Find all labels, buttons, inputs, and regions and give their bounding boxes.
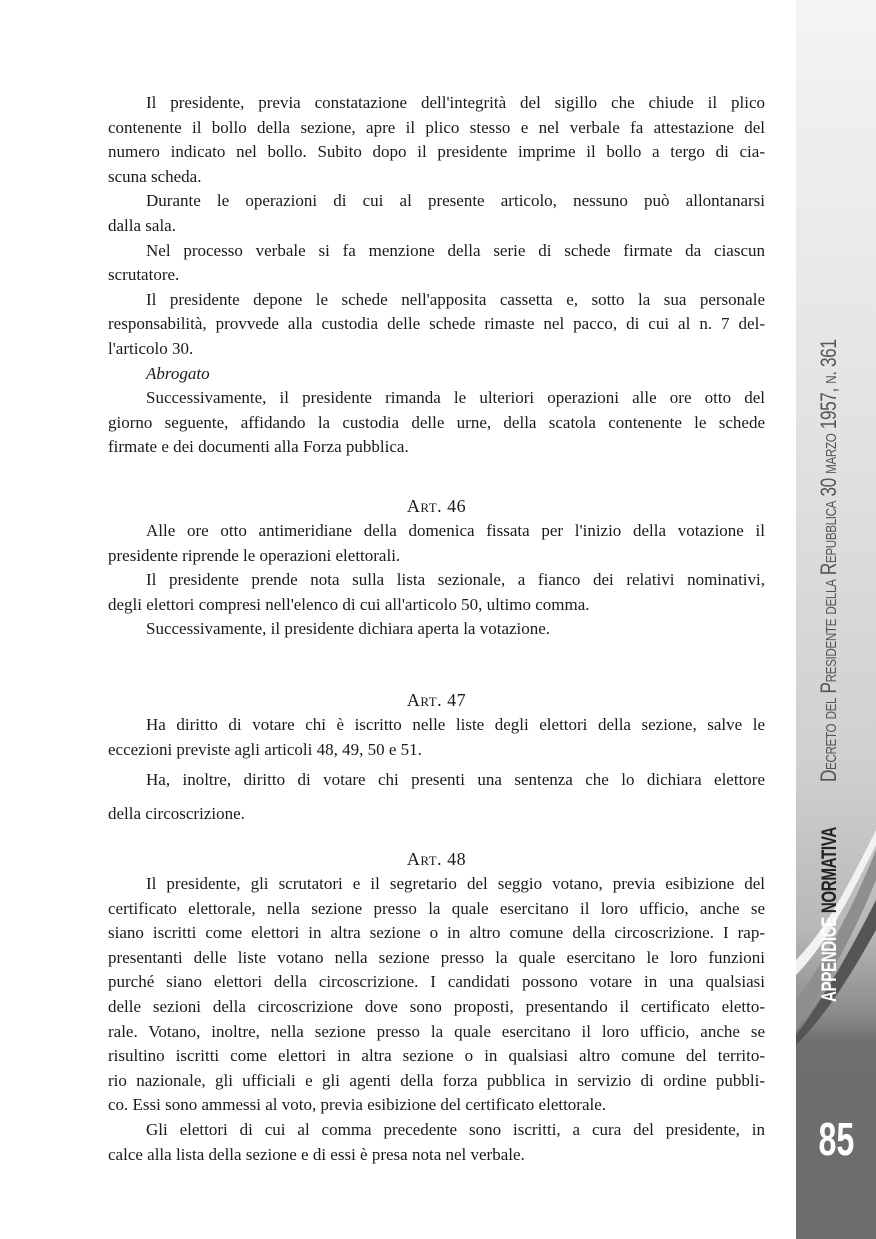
text-line: rale. Votano, inoltre, nella sezione presso la quale esercitano il loro ufficio, anche se	[108, 1021, 765, 1041]
text-line: purché siano elettori della circoscrizione. I candidati possono votare in una qualsiasi	[108, 972, 765, 992]
text-line: Alle ore otto antimeridiane della domenica fissata per l'inizio della votazione il	[146, 521, 765, 540]
text-line: presidente riprende le operazioni elettorali.	[108, 545, 401, 565]
text-line: responsabilità, provvede alla custodia delle schede rimaste nel pacco, di cui al n. 7 del-	[108, 314, 765, 334]
text-line: Ha diritto di votare chi è iscritto nelle liste degli elettori della sezione, salve le	[146, 715, 765, 734]
text-line: della circoscrizione.	[108, 803, 245, 823]
text-line: siano iscritti come elettori in altra sezione o in altro comune della circoscrizione. I rap-	[108, 923, 765, 943]
text-line: Successivamente, il presidente rimanda le ulteriori operazioni alle ore otto del	[146, 388, 765, 408]
text-line: Durante le operazioni di cui al presente articolo, nessuno può allontanarsi	[146, 191, 765, 211]
paragraph	[108, 617, 765, 642]
text-line: Abrogato	[146, 363, 210, 383]
section-label	[818, 827, 842, 1002]
paragraph	[108, 288, 765, 362]
text-line: scuna scheda.	[108, 166, 202, 186]
paragraph	[108, 519, 765, 568]
text-line: certificato elettorale, nella sezione presso la quale esercitano il loro ufficio, anche se	[108, 898, 765, 918]
text-line: numero indicato nel bollo. Subito dopo il presidente imprime il bollo a tergo di cia-	[108, 142, 765, 162]
text-line: Il presidente prende nota sulla lista sezionale, a fianco dei relativi nominativi,	[146, 570, 765, 590]
text-line: dalla sala.	[108, 215, 176, 235]
running-title: Decreto del Presidente della Repubblica 30 marzo 1957, n. 361	[816, 339, 841, 782]
text-line: l'articolo 30.	[108, 338, 194, 358]
text-line: firmate e dei documenti alla Forza pubblica.	[108, 437, 409, 457]
paragraph	[108, 386, 765, 460]
text-line: presentanti delle liste votano nella sezione presso la quale esercitano le loro funzioni	[108, 947, 765, 967]
paragraph	[108, 1118, 765, 1167]
paragraph	[108, 768, 765, 826]
text-line: degli elettori compresi nell'elenco di cui all'articolo 50, ultimo comma.	[108, 594, 590, 614]
article-47	[108, 687, 765, 826]
paragraph	[108, 713, 765, 762]
article-heading: Art. 48	[406, 849, 467, 869]
section-label-part2: NORMATIVA	[818, 827, 841, 914]
text-line: Il presidente depone le schede nell'apposita cassetta e, sotto la sua personale	[146, 289, 765, 309]
sidebar-band	[796, 0, 876, 1239]
page-number: 85	[818, 1113, 855, 1165]
article-48	[108, 846, 765, 1167]
paragraph	[108, 872, 765, 1118]
intro-text	[108, 91, 765, 460]
text-line: giorno seguente, affidando la custodia delle urne, della scatola contenente le schede	[108, 412, 765, 432]
paragraph	[108, 239, 765, 288]
text-line: scrutatore.	[108, 265, 180, 285]
text-line: Successivamente, il presidente dichiara aperta la votazione.	[146, 619, 551, 639]
article-heading: Art. 46	[406, 496, 467, 516]
text-line: Il presidente, previa constatazione dell'integrità del sigillo che chiude il plico	[146, 93, 765, 112]
text-line: delle sezioni della circoscrizione dove sono proposti, presentando il certificato eletto-	[108, 996, 765, 1016]
text-line: calce alla lista della sezione e di essi è presa nota nel verbale.	[108, 1144, 525, 1164]
text-line: risultino iscritti come elettori in altra sezione o in qualsiasi altro comune del territo-	[108, 1046, 765, 1066]
text-line: Il presidente, gli scrutatori e il segretario del seggio votano, previa esibizione del	[146, 874, 765, 893]
text-line: rio nazionale, gli ufficiali e gli agenti della forza pubblica in servizio di ordine pubbli-	[108, 1070, 765, 1090]
text-line: Nel processo verbale si fa menzione della serie di schede firmate da ciascun	[146, 240, 765, 260]
paragraph	[108, 189, 765, 238]
text-line: contenente il bollo della sezione, apre il plico stesso e nel verbale fa attestazione del	[108, 117, 765, 137]
text-line: eccezioni previste agli articoli 48, 49, 50 e 51.	[108, 739, 422, 759]
paragraph	[108, 91, 765, 189]
article-46	[108, 493, 765, 642]
paragraph	[108, 362, 765, 387]
text-line: co. Essi sono ammessi al voto, previa esibizione del certificato elettorale.	[108, 1095, 607, 1115]
text-line: Ha, inoltre, diritto di votare chi presenti una sentenza che lo dichiara elettore	[146, 770, 765, 790]
paragraph	[108, 568, 765, 617]
text-line: Gli elettori di cui al comma precedente sono iscritti, a cura del presidente, in	[146, 1119, 765, 1139]
article-heading: Art. 47	[406, 690, 467, 710]
section-label-part1: APPENDICE	[818, 917, 841, 1002]
